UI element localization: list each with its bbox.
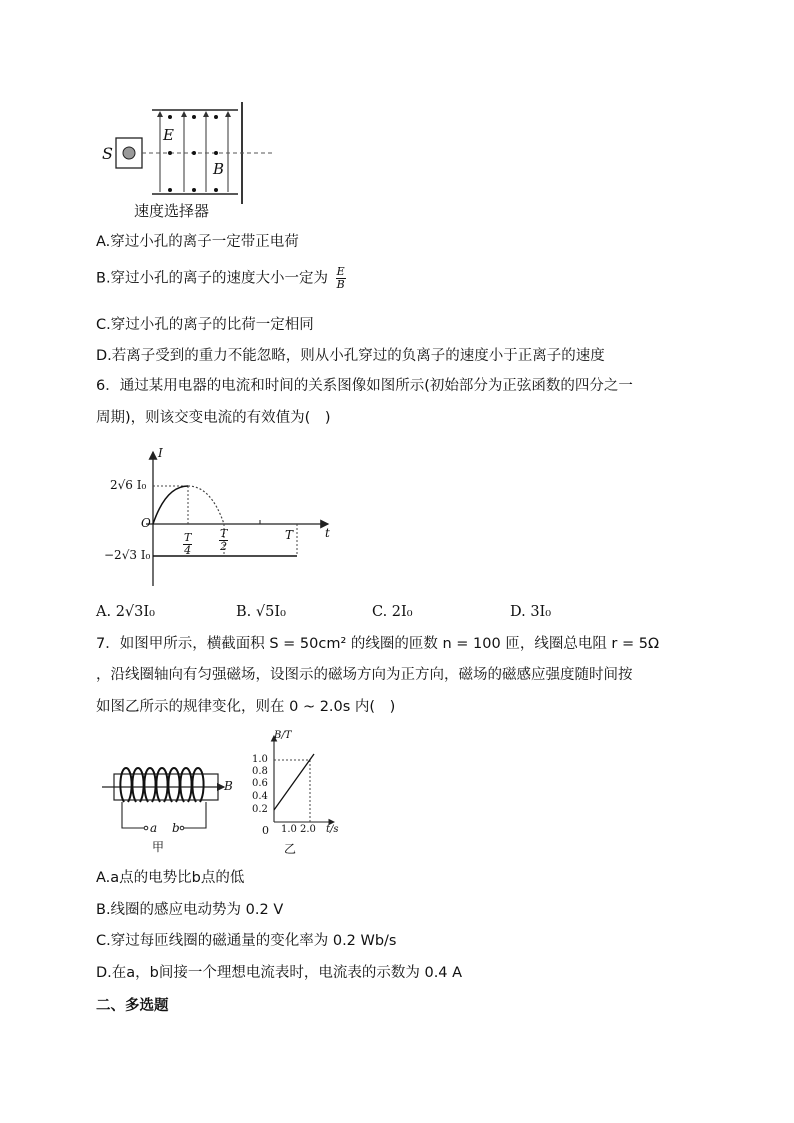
q7-option-a[interactable]: A.a点的电势比b点的低	[96, 870, 245, 886]
q7-stem-line2: ，沿线圈轴向有匀强磁场，设图示的磁场方向为正方向，磁场的磁感应强度随时间按	[96, 667, 633, 683]
label-B: B	[213, 160, 225, 178]
y-tick-2: 0.8	[252, 766, 268, 777]
coil-diagram	[96, 762, 246, 858]
velocity-selector-figure	[96, 100, 286, 222]
tick-t4-den: 4	[184, 544, 192, 557]
q7-stem-line3: 如图乙所示的规律变化，则在 0 ~ 2.0s 内( )	[96, 699, 396, 715]
q6-current-graph	[96, 446, 346, 590]
fraction-e-over-b	[336, 266, 346, 291]
t-axis-label: t/s	[326, 824, 339, 835]
q6-stem-line2: 周期)，则该交变电流的有效值为( )	[96, 410, 331, 426]
y-tick-3: 0.6	[252, 778, 268, 789]
b-axis-label: B/T	[274, 730, 292, 741]
fraction-numerator: E	[336, 265, 345, 278]
q7-option-d[interactable]: D.在a，b间接一个理想电流表时，电流表的示数为 0.4 A	[96, 965, 463, 981]
q7-option-b[interactable]: B.线圈的感应电动势为 0.2 V	[96, 902, 284, 918]
origin-label: O	[141, 516, 151, 530]
q6-option-a[interactable]: A. 2√3I₀	[96, 604, 155, 620]
x-axis-label: t	[325, 526, 330, 540]
q5-option-b-text: B.穿过小孔的离子的速度大小一定为	[96, 270, 329, 287]
q5-option-d[interactable]: D.若离子受到的重力不能忽略，则从小孔穿过的负离子的速度小于正离子的速度	[96, 348, 605, 364]
y-tick-4: 0.4	[252, 791, 268, 802]
q7-figure-yi	[252, 730, 352, 856]
fraction-denominator: B	[336, 278, 345, 291]
label-b-field: B	[224, 779, 233, 793]
tick-t2-den: 2	[220, 540, 228, 553]
y-axis-label: I	[158, 446, 163, 460]
terminal-b-label: b	[172, 821, 180, 835]
q7-stem-line1: 7．如图甲所示，横截面积 S = 50cm² 的线圈的匝数 n = 100 匝，线圈总电阻 r = 5Ω	[96, 636, 660, 652]
label-S: S	[102, 144, 113, 163]
tick-t: T	[285, 528, 294, 542]
q5-option-a[interactable]: A.穿过小孔的离子一定带正电荷	[96, 234, 299, 250]
q6-option-c[interactable]: C. 2I₀	[372, 604, 413, 620]
y-positive-label: 2√6 I₀	[110, 478, 147, 492]
q6-stem-line1: 6．通过某用电器的电流和时间的关系图像如图所示(初始部分为正弦函数的四分之一	[96, 378, 633, 394]
terminal-a-label: a	[150, 821, 158, 835]
q7-option-c[interactable]: C.穿过每匝线圈的磁通量的变化率为 0.2 Wb/s	[96, 933, 397, 949]
x-tick-2: 2.0	[300, 824, 316, 835]
tick-t2-num: T	[220, 527, 228, 540]
tick-t-over-4	[183, 532, 192, 557]
current-time-graph	[96, 446, 346, 590]
section-title: 二、多选题	[96, 998, 169, 1014]
label-E: E	[163, 126, 174, 144]
q7-figure-jia	[96, 762, 246, 858]
y-negative-label: −2√3 I₀	[104, 548, 151, 562]
velocity-selector-caption: 速度选择器	[134, 202, 210, 220]
q5-option-c[interactable]: C.穿过小孔的离子的比荷一定相同	[96, 317, 314, 333]
y-tick-1: 1.0	[252, 754, 268, 765]
tick-t4-num: T	[184, 531, 192, 544]
x-tick-1: 1.0	[281, 824, 297, 835]
figure-jia-caption: 甲	[152, 840, 165, 854]
figure-yi-caption: 乙	[284, 842, 297, 856]
q6-option-d[interactable]: D. 3I₀	[510, 604, 552, 620]
q5-option-b[interactable]	[96, 266, 346, 291]
tick-t-over-2	[219, 528, 228, 553]
b-origin-label: 0	[262, 824, 269, 837]
y-tick-5: 0.2	[252, 804, 268, 815]
q6-option-b[interactable]: B. √5I₀	[236, 604, 286, 620]
